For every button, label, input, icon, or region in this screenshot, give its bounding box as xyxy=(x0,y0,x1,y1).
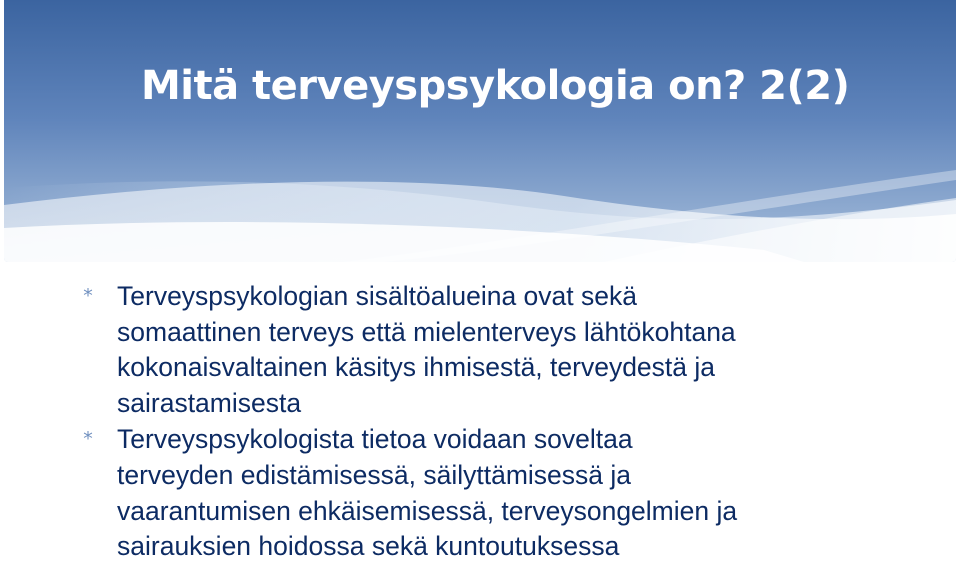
asterisk-bullet-icon: * xyxy=(83,428,93,451)
bullet-item xyxy=(78,422,938,564)
bullet-text-line: Terveyspsykologista tietoa voidaan soveltaa xyxy=(117,424,633,455)
bullet-item xyxy=(78,279,938,421)
bullet-text-line: sairastamisesta xyxy=(117,387,302,418)
bullet-text-line: kokonaisvaltainen käsitys ihmisestä, terveydestä ja xyxy=(117,352,716,383)
bullet-text-line: Terveyspsykologian sisältöalueina ovat sekä xyxy=(117,281,637,311)
bullet-text-line: vaarantumisen ehkäisemisessä, terveysongelmien ja xyxy=(117,495,738,526)
bullet-text-line: terveyden edistämisessä, säilyttämisessä ja xyxy=(117,459,632,490)
header-wave-graphic xyxy=(4,0,956,262)
header-banner xyxy=(4,0,956,262)
bullet-text-line: sairauksien hoidossa sekä kuntoutuksessa xyxy=(117,531,620,562)
bullet-list xyxy=(78,279,938,565)
bullet-text-line: somaattinen terveys että mielenterveys lähtökohtana xyxy=(117,316,736,347)
asterisk-bullet-icon: * xyxy=(83,285,93,307)
slide-title: Mitä terveyspsykologia on? 2(2) xyxy=(141,63,850,109)
